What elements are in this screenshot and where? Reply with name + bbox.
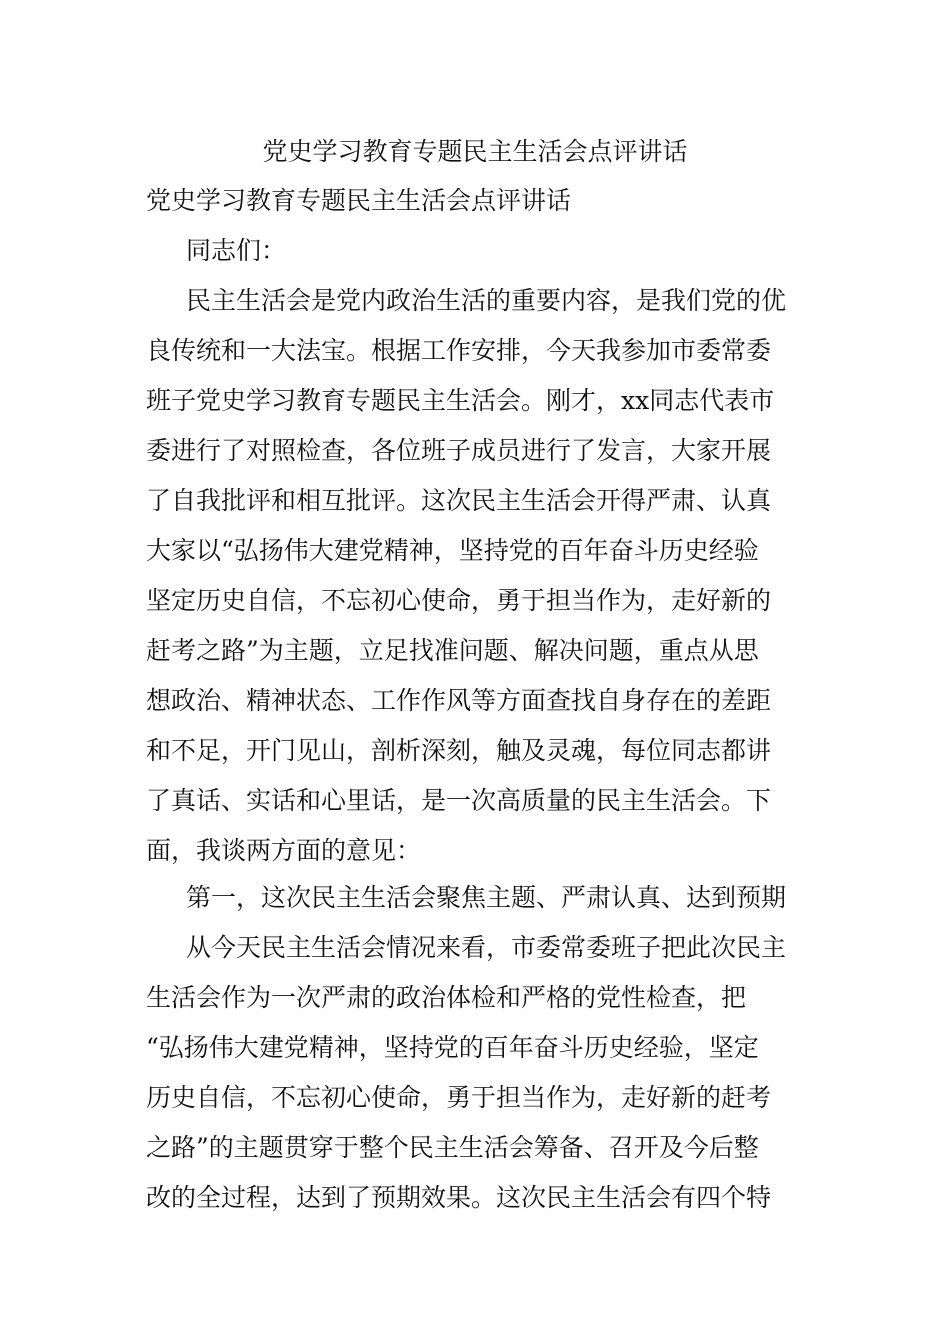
paragraph-line: 生活会作为一次严肃的政治体检和严格的党性检查，把: [146, 983, 747, 1012]
paragraph-line: 想政治、精神状态、工作作风等方面查找自身存在的差距: [146, 686, 772, 715]
document-subtitle: 党史学习教育专题民主生活会点评讲话: [146, 186, 572, 215]
paragraph-line: 之路”的主题贯穿于整个民主生活会筹备、召开及今后整: [146, 1133, 759, 1162]
paragraph-line: 和不足，开门见山，剖析深刻，触及灵魂，每位同志都讲: [146, 736, 772, 765]
paragraph-line: 班子党史学习教育专题民主生活会。刚才，xx同志代表市: [146, 386, 775, 415]
document-title: 党史学习教育专题民主生活会点评讲话: [262, 137, 688, 166]
paragraph-line: 委进行了对照检查，各位班子成员进行了发言，大家开展: [146, 436, 772, 465]
paragraph-line: 大家以“弘扬伟大建党精神，坚持党的百年奋斗历史经验: [146, 536, 759, 565]
section-heading: 第一，这次民主生活会聚焦主题、严肃认真、达到预期: [186, 883, 787, 912]
paragraph-line: 从今天民主生活会情况来看，市委常委班子把此次民主: [186, 933, 787, 962]
paragraph-line: 历史自信，不忘初心使命，勇于担当作为，走好新的赶考: [146, 1083, 772, 1112]
paragraph-line: 面，我谈两方面的意见：: [146, 836, 422, 865]
paragraph-line: 了真话、实话和心里话，是一次高质量的民主生活会。下: [146, 786, 772, 815]
paragraph-line: 良传统和一大法宝。根据工作安排，今天我参加市委常委: [146, 336, 772, 365]
paragraph-line: 民主生活会是党内政治生活的重要内容，是我们党的优: [186, 286, 787, 315]
salutation: 同志们：: [186, 236, 287, 265]
paragraph-line: 赶考之路”为主题，立足找准问题、解决问题，重点从思: [146, 636, 759, 665]
paragraph-line: 了自我批评和相互批评。这次民主生活会开得严肃、认真: [146, 486, 772, 515]
paragraph-line: “弘扬伟大建党精神，坚持党的百年奋斗历史经验，坚定: [146, 1033, 759, 1062]
paragraph-line: 改的全过程，达到了预期效果。这次民主生活会有四个特: [146, 1183, 772, 1212]
paragraph-line: 坚定历史自信，不忘初心使命，勇于担当作为，走好新的: [146, 586, 772, 615]
